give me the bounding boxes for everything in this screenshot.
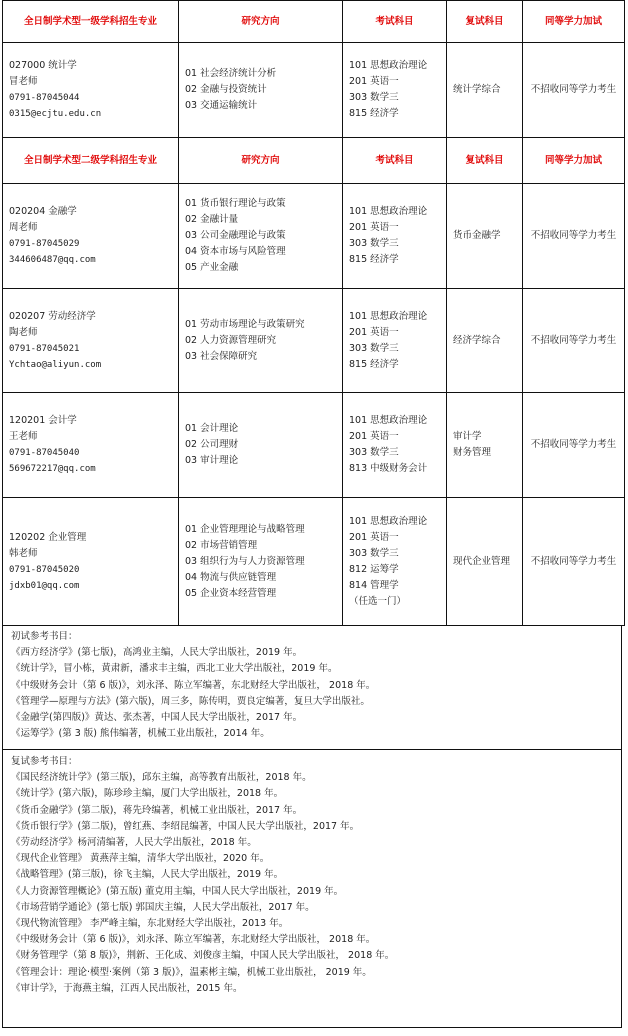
exams-line: 303 数学三 [349, 238, 399, 249]
directions-cell [179, 43, 343, 138]
major-cell [3, 289, 179, 393]
major-line: 周老师 [9, 222, 38, 233]
exams-line: 101 思想政治理论 [349, 415, 428, 426]
initial-reference-books [2, 625, 622, 750]
directions-line: 05 产业金融 [185, 262, 239, 273]
exams-line: 815 经济学 [349, 254, 399, 265]
major-line: 0791-87045044 [9, 93, 80, 103]
directions-line: 05 企业资本经营管理 [185, 587, 277, 599]
reference-book-item: 《管理学—原理与方法》(第六版)，周三多，陈传明，贾良定编著，复旦大学出版社。 [11, 695, 370, 707]
equiv-cell: 不招收同等学力考生 [523, 289, 625, 393]
major-line: 344606487@qq.com [9, 255, 96, 265]
directions-line: 01 社会经济统计分析 [185, 68, 277, 79]
exams-cell [343, 289, 447, 393]
column-header: 复试科目 [447, 1, 523, 43]
exams-line: 201 英语一 [349, 222, 399, 233]
column-header: 研究方向 [179, 1, 343, 43]
directions-line: 02 人力资源管理研究 [185, 334, 277, 346]
column-header: 同等学力加试 [523, 138, 625, 184]
major-cell [3, 184, 179, 289]
retest-line: 现代企业管理 [453, 555, 511, 567]
exams-line: 812 运筹学 [349, 563, 399, 575]
directions-line: 02 金融与投资统计 [185, 84, 267, 95]
section-title: 复试参考书目： [11, 756, 78, 767]
directions-line: 01 会计理论 [185, 423, 239, 434]
major-line: 0791-87045020 [9, 564, 80, 575]
directions-line: 02 市场营销管理 [185, 539, 258, 551]
major-line: 冒老师 [9, 76, 38, 87]
reference-book-item: 《国民经济统计学》(第三版)，邱东主编，高等教育出版社，2018 年。 [11, 772, 312, 784]
exams-line: （任选一门） [349, 595, 407, 607]
equiv-cell: 不招收同等学力考生 [523, 184, 625, 289]
equiv-cell: 不招收同等学力考生 [523, 393, 625, 498]
reference-book-item: 《中级财务会计（第 6 版)》，刘永泽、陈立军编著，东北财经大学出版社， 2018 年。 [11, 934, 376, 946]
major-line: 120202 企业管理 [9, 531, 87, 543]
major-cell [3, 498, 179, 626]
directions-line: 03 社会保障研究 [185, 350, 258, 362]
reference-book-item: 《运筹学》(第 3 版) 熊伟编著，机械工业出版社，2014 年。 [11, 728, 270, 740]
exams-line: 813 中级财务会计 [349, 463, 428, 474]
major-line: 0791-87045021 [9, 343, 80, 354]
retest-cell [447, 498, 523, 626]
exams-line: 814 管理学 [349, 579, 399, 591]
reference-book-item: 《中级财务会计（第 6 版)》，刘永泽、陈立军编著，东北财经大学出版社， 2018 年。 [11, 679, 376, 691]
exams-line: 303 数学三 [349, 547, 399, 559]
admissions-table [2, 0, 625, 626]
exams-line: 303 数学三 [349, 342, 399, 354]
reference-book-item: 《管理会计：理论·模型·案例（第 3 版)》，温素彬主编，机械工业出版社， 2019 年。 [11, 966, 372, 978]
reference-book-item: 《货币金融学》(第二版)，蒋先玲编著，机械工业出版社，2017 年。 [11, 804, 303, 816]
column-header: 复试科目 [447, 138, 523, 184]
retest-cell [447, 289, 523, 393]
reference-book-item: 《审计学》，于海燕主编，江西人民出版社，2015 年。 [11, 982, 243, 994]
directions-line: 01 货币银行理论与政策 [185, 198, 286, 209]
reference-book-item: 《现代物流管理》 李严峰主编，东北财经大学出版社，2013 年。 [11, 918, 289, 930]
exams-line: 101 思想政治理论 [349, 60, 428, 71]
exams-cell [343, 43, 447, 138]
major-line: 027000 统计学 [9, 60, 77, 71]
retest-line: 货币金融学 [453, 230, 501, 241]
exams-line: 101 思想政治理论 [349, 310, 428, 322]
directions-cell [179, 393, 343, 498]
retest-line: 财务管理 [453, 447, 492, 458]
directions-line: 03 组织行为与人力资源管理 [185, 555, 305, 567]
exams-line: 201 英语一 [349, 431, 399, 442]
column-header: 同等学力加试 [523, 1, 625, 43]
directions-line: 04 物流与供应链管理 [185, 571, 277, 583]
directions-cell [179, 184, 343, 289]
column-header: 全日制学术型二级学科招生专业 [3, 138, 179, 184]
major-line: 020204 金融学 [9, 206, 77, 217]
reference-book-item: 《战略管理》(第三版)，徐飞主编，人民大学出版社，2019 年。 [11, 869, 284, 881]
major-line: 0791-87045029 [9, 239, 80, 249]
reference-book-item: 《市场营销学通论》(第七版) 郭国庆主编，人民大学出版社，2017 年。 [11, 901, 315, 913]
reference-book-item: 《金融学(第四版)》黄达、张杰著，中国人民大学出版社，2017 年。 [11, 712, 303, 724]
header-row [3, 1, 625, 43]
major-cell [3, 393, 179, 498]
retest-cell [447, 393, 523, 498]
reference-book-item: 《统计学》(第六版)，陈珍珍主编，厦门大学出版社，2018 年。 [11, 788, 284, 800]
exams-line: 201 英语一 [349, 531, 399, 543]
directions-cell [179, 289, 343, 393]
exams-line: 815 经济学 [349, 358, 399, 370]
table-row [3, 393, 625, 498]
major-line: 陶老师 [9, 326, 38, 338]
reference-book-item: 《现代企业管理》 黄燕萍主编，清华大学出版社，2020 年。 [11, 853, 270, 865]
exams-line: 201 英语一 [349, 76, 399, 87]
directions-cell [179, 498, 343, 626]
retest-cell [447, 43, 523, 138]
table-row [3, 43, 625, 138]
major-line: 569672217@qq.com [9, 464, 96, 474]
exams-line: 815 经济学 [349, 108, 399, 119]
exams-line: 101 思想政治理论 [349, 515, 428, 527]
reference-book-item: 《劳动经济学》杨河清编著，人民大学出版社，2018 年。 [11, 837, 257, 849]
reference-book-item: 《人力资源管理概论》(第五版) 董克用主编，中国人民大学出版社，2019 年。 [11, 885, 344, 897]
equiv-cell: 不招收同等学力考生 [523, 498, 625, 626]
exams-line: 303 数学三 [349, 447, 399, 458]
column-header: 考试科目 [343, 138, 447, 184]
equiv-cell: 不招收同等学力考生 [523, 43, 625, 138]
major-line: 020207 劳动经济学 [9, 310, 96, 322]
reference-book-item: 《西方经济学》(第七版)，高鸿业主编，人民大学出版社，2019 年。 [11, 647, 303, 659]
exams-cell [343, 498, 447, 626]
directions-line: 01 劳动市场理论与政策研究 [185, 318, 305, 330]
retest-cell [447, 184, 523, 289]
exams-line: 303 数学三 [349, 92, 399, 103]
table-row [3, 184, 625, 289]
major-line: jdxb01@qq.com [9, 580, 80, 591]
major-line: 0791-87045040 [9, 448, 80, 458]
major-line: 120201 会计学 [9, 415, 77, 426]
major-line: Ychtao@aliyun.com [9, 359, 102, 370]
directions-line: 03 公司金融理论与政策 [185, 230, 286, 241]
table-row [3, 498, 625, 626]
reference-book-item: 《货币银行学》(第二版)，曾红燕、李绍昆编著，中国人民大学出版社，2017 年。 [11, 820, 360, 832]
reference-book-item: 《统计学》，冒小栋，黄肃新，潘求丰主编，西北工业大学出版社，2019 年。 [11, 663, 338, 675]
retest-reference-books [2, 750, 622, 1028]
exams-cell [343, 184, 447, 289]
exams-cell [343, 393, 447, 498]
major-line: 韩老师 [9, 547, 38, 559]
section-title: 初试参考书目： [11, 631, 78, 642]
header-row [3, 138, 625, 184]
major-line: 0315@ecjtu.edu.cn [9, 109, 102, 119]
directions-line: 03 交通运输统计 [185, 100, 258, 111]
retest-line: 经济学综合 [453, 334, 501, 346]
column-header: 考试科目 [343, 1, 447, 43]
directions-line: 03 审计理论 [185, 455, 239, 466]
table-row [3, 289, 625, 393]
column-header: 全日制学术型一级学科招生专业 [3, 1, 179, 43]
reference-book-item: 《财务管理学（第 8 版)》，荆新、王化成、刘俊彦主编，中国人民大学出版社， 2018 年。 [11, 950, 395, 962]
directions-line: 02 金融计量 [185, 214, 239, 225]
major-cell [3, 43, 179, 138]
retest-line: 审计学 [453, 431, 482, 442]
major-line: 王老师 [9, 431, 38, 442]
exams-line: 101 思想政治理论 [349, 206, 428, 217]
column-header: 研究方向 [179, 138, 343, 184]
retest-line: 统计学综合 [453, 84, 501, 95]
directions-line: 02 公司理财 [185, 439, 239, 450]
exams-line: 201 英语一 [349, 326, 399, 338]
directions-line: 01 企业管理理论与战略管理 [185, 523, 305, 535]
directions-line: 04 资本市场与风险管理 [185, 246, 286, 257]
